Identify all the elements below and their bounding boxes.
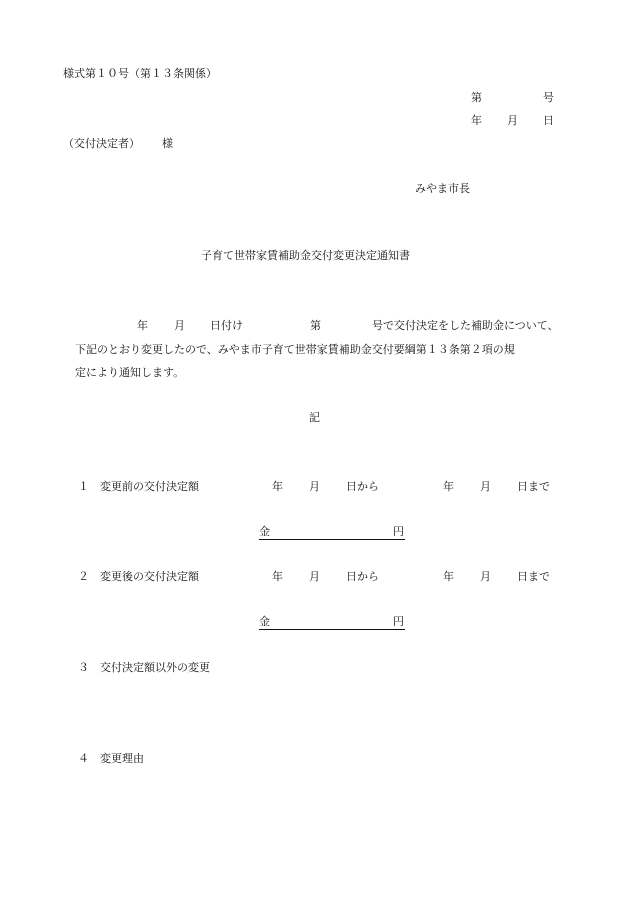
item-from-month: 月 — [309, 570, 320, 583]
item-to-month: 月 — [480, 570, 491, 583]
reference-number-suffix: 号 — [543, 91, 554, 104]
ki-heading: 記 — [309, 411, 320, 424]
item-label: 変更後の交付決定額 — [100, 570, 199, 583]
body-line2: 下記のとおり変更したので、みやま市子育て世帯家賃補助金交付要綱第１３条第２項の規 — [75, 343, 515, 356]
body-line3: 定により通知します。 — [75, 366, 185, 379]
amount-suffix: 円 — [393, 525, 404, 538]
amount-suffix: 円 — [393, 615, 404, 628]
amount-prefix: 金 — [259, 525, 270, 538]
reference-month: 月 — [507, 114, 518, 127]
item-from-year: 年 — [272, 570, 283, 583]
item-label: 交付決定額以外の変更 — [100, 661, 210, 674]
amount-line — [259, 525, 405, 540]
item-number: ２ — [78, 570, 89, 583]
form-style-label: 様式第１０号（第１３条関係） — [63, 67, 217, 80]
item-to-day: 日まで — [517, 480, 550, 493]
body-month: 月 — [174, 319, 185, 332]
amount-prefix: 金 — [259, 615, 270, 628]
body-number-prefix: 第 — [310, 319, 321, 332]
item-from-day: 日から — [346, 570, 379, 583]
item-from-day: 日から — [346, 480, 379, 493]
recipient-honorific: 様 — [162, 137, 173, 150]
item-from-year: 年 — [272, 480, 283, 493]
item-to-day: 日まで — [517, 570, 550, 583]
item-to-year: 年 — [443, 570, 454, 583]
sender-title: みやま市長 — [415, 182, 470, 195]
item-number: ４ — [78, 752, 89, 765]
body-year: 年 — [137, 319, 148, 332]
amount-line — [259, 615, 405, 630]
item-to-year: 年 — [443, 480, 454, 493]
item-number: １ — [78, 480, 89, 493]
item-label: 変更前の交付決定額 — [100, 480, 199, 493]
item-from-month: 月 — [309, 480, 320, 493]
item-label: 変更理由 — [100, 752, 144, 765]
item-number: ３ — [78, 661, 89, 674]
body-day-dated: 日付け — [210, 319, 243, 332]
reference-year: 年 — [471, 114, 482, 127]
item-to-month: 月 — [480, 480, 491, 493]
body-line1-rest: 号で交付決定をした補助金について、 — [372, 319, 559, 332]
reference-day: 日 — [543, 114, 554, 127]
reference-number-prefix: 第 — [471, 91, 482, 104]
recipient-name: （交付決定者） — [63, 137, 140, 150]
document-title: 子育て世帯家賃補助金交付変更決定通知書 — [201, 249, 410, 262]
